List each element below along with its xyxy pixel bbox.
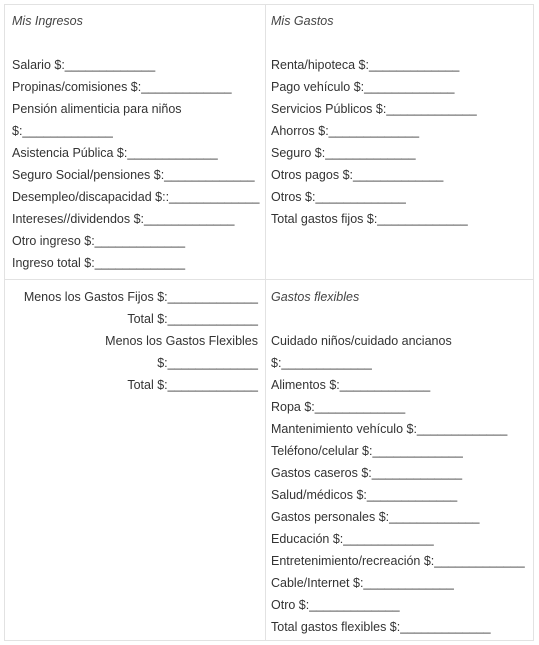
summary-line: Total $:_____________: [127, 312, 258, 326]
income-line: Propinas/comisiones $:_____________: [12, 80, 232, 94]
expense-line: Seguro $:_____________: [271, 146, 416, 160]
summary-cell: [12, 286, 258, 396]
income-cell: [12, 10, 260, 274]
income-line: Asistencia Pública $:_____________: [12, 146, 218, 160]
income-line: Otro ingreso $:_____________: [12, 234, 186, 248]
expense-line: Total gastos fijos $:_____________: [271, 212, 468, 226]
income-line: Ingreso total $:_____________: [12, 256, 186, 270]
flexible-line: Total gastos flexibles $:_____________: [271, 620, 491, 634]
row-divider: [5, 279, 533, 280]
spacer: [271, 308, 529, 330]
flexible-line: Educación $:_____________: [271, 532, 434, 546]
expense-line: Pago vehículo $:_____________: [271, 80, 455, 94]
flexible-line: Otro $:_____________: [271, 598, 400, 612]
summary-line: Menos los Gastos Flexibles: [105, 334, 258, 348]
income-heading: Mis Ingresos: [12, 14, 83, 28]
income-line: $:_____________: [12, 124, 113, 138]
flexible-line: Entretenimiento/recreación $:_____________: [271, 554, 525, 568]
expense-line: Otros $:_____________: [271, 190, 406, 204]
expenses-heading: Mis Gastos: [271, 14, 334, 28]
expense-line: Otros pagos $:_____________: [271, 168, 444, 182]
expense-line: Ahorros $:_____________: [271, 124, 420, 138]
flexible-line: Cable/Internet $:_____________: [271, 576, 454, 590]
income-line: Seguro Social/pensiones $:_____________: [12, 168, 255, 182]
flexible-line: $:_____________: [271, 356, 372, 370]
flexible-heading: Gastos flexibles: [271, 290, 360, 304]
flexible-line: Gastos personales $:_____________: [271, 510, 480, 524]
budget-table: [4, 4, 534, 641]
expense-line: Renta/hipoteca $:_____________: [271, 58, 460, 72]
flexible-line: Teléfono/celular $:_____________: [271, 444, 463, 458]
flexible-line: Cuidado niños/cuidado ancianos: [271, 334, 452, 348]
summary-line: $:_____________: [157, 356, 258, 370]
flexible-line: Salud/médicos $:_____________: [271, 488, 458, 502]
column-divider: [265, 5, 266, 640]
income-line: Intereses//dividendos $:_____________: [12, 212, 235, 226]
spacer: [271, 32, 529, 54]
summary-line: Menos los Gastos Fijos $:_____________: [23, 290, 258, 304]
expenses-cell: [271, 10, 529, 230]
flexible-line: Gastos caseros $:_____________: [271, 466, 463, 480]
summary-line: Total $:_____________: [127, 378, 258, 392]
income-line: Pensión alimenticia para niños: [12, 102, 182, 116]
flexible-line: Mantenimiento vehículo $:_____________: [271, 422, 508, 436]
spacer: [12, 32, 260, 54]
flexible-line: Alimentos $:_____________: [271, 378, 431, 392]
income-line: Desempleo/discapacidad $::_____________: [12, 190, 260, 204]
flexible-expenses-cell: [271, 286, 529, 638]
expense-line: Servicios Públicos $:_____________: [271, 102, 477, 116]
flexible-line: Ropa $:_____________: [271, 400, 406, 414]
income-line: Salario $:_____________: [12, 58, 156, 72]
